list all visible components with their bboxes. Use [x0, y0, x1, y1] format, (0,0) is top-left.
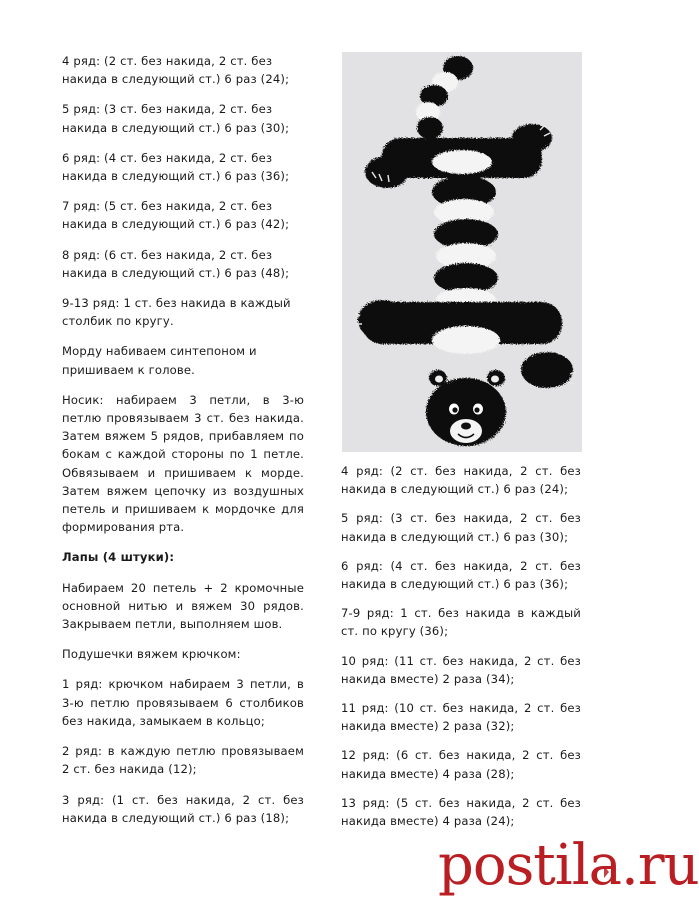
paws-heading: Лапы (4 штуки): — [62, 550, 175, 565]
paws-paragraph: Набираем 20 петель + 2 кромочные основной нитью и вяжем 30 рядов. Закрываем петли, выполняем шов. — [62, 580, 304, 632]
pads-row-12-paragraph: 12 ряд: (6 ст. без накида, 2 ст. без накида вместе) 4 раза (28); — [341, 748, 581, 781]
pads-row-13-paragraph: 13 ряд: (5 ст. без накида, 2 ст. без накида вместе) 4 раза (24); — [341, 795, 581, 829]
pads-rows-7-9-paragraph: 7-9 ряд: 1 ст. без накида в каждый ст. по кругу (36); — [341, 606, 581, 639]
right-text-column — [341, 462, 581, 841]
postila-watermark: postila.ru — [438, 833, 699, 898]
pads-row-1-paragraph: 1 ряд: крючком набираем 3 петли, в 3-ю петлю провязываем 6 столбиков без накида, замыкаем в кольцо; — [62, 677, 304, 728]
pads-row-6-paragraph: 6 ряд: (4 ст. без накида, 2 ст. без накида в следующий ст.) 6 раз (36); — [341, 558, 581, 592]
knitted-cat-photo — [342, 52, 582, 452]
watermark-arrow-icon — [590, 862, 610, 882]
cat-illustration — [342, 52, 582, 452]
row-5-paragraph: 5 ряд: (3 ст. без накида, 2 ст. без накида в следующий ст.) 6 раз (30); — [62, 102, 290, 135]
pads-row-5-paragraph: 5 ряд: (3 ст. без накида, 2 ст. без накида в следующий ст.) 6 раз (30); — [341, 511, 581, 544]
pads-row-11-paragraph: 11 ряд: (10 ст. без накида, 2 ст. без накида вместе) 2 раза (32); — [341, 701, 581, 734]
row-6-paragraph: 6 ряд: (4 ст. без накида, 2 ст. без накида в следующий ст.) 6 раз (36); — [62, 150, 290, 184]
pads-row-2-paragraph: 2 ряд: в каждую петлю провязываем 2 ст. без накида (12); — [62, 744, 304, 777]
row-7-paragraph: 7 ряд: (5 ст. без накида, 2 ст. без накида в следующий ст.) 6 раз (42); — [62, 199, 290, 232]
muzzle-paragraph: Морду набиваем синтепоном и пришиваем к голове. — [62, 344, 257, 377]
nose-paragraph: Носик: набираем 3 петли, в 3-ю петлю провязываем 3 ст. без накида. Затем вяжем 5 рядов, прибавляем по бокам с каждой стороны по 1 петле. Обвязываем и пришиваем к морде. Затем вяжем цепочку из воздушных петель и пришиваем к мордочке для формирования рта. — [62, 392, 304, 535]
rows-9-13-paragraph: 9-13 ряд: 1 ст. без накида в каждый столбик по кругу. — [62, 296, 291, 329]
row-4-paragraph: 4 ряд: (2 ст. без накида, 2 ст. без накида в следующий ст.) 6 раз (24); — [62, 54, 290, 87]
pads-row-10-paragraph: 10 ряд: (11 ст. без накида, 2 ст. без накида вместе) 2 раза (34); — [341, 653, 581, 686]
row-8-paragraph: 8 ряд: (6 ст. без накида, 2 ст. без накида в следующий ст.) 6 раз (48); — [62, 247, 290, 280]
pads-row-3-paragraph: 3 ряд: (1 ст. без накида, 2 ст. без накида в следующий ст.) 6 раз (18); — [62, 792, 304, 825]
pads-row-4-paragraph: 4 ряд: (2 ст. без накида, 2 ст. без накида в следующий ст.) 6 раз (24); — [341, 464, 581, 497]
left-text-column — [62, 52, 304, 839]
pads-heading: Подушечки вяжем крючком: — [62, 647, 241, 662]
